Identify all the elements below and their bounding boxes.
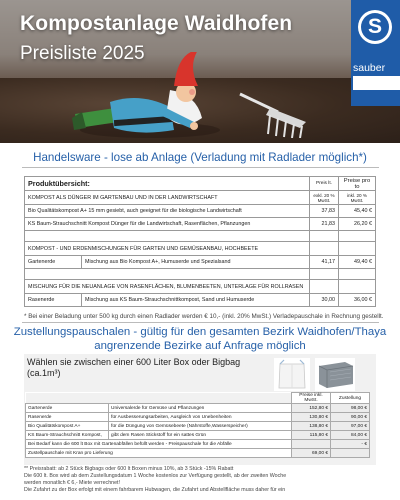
cell-price: 115,80 € [292, 431, 331, 440]
spacer-row [25, 269, 376, 280]
cell-product: KS Baum-Strauchschnitt Kompost, [26, 431, 109, 440]
column-header-price-incl: Preise inkl. MwSt. [292, 393, 331, 404]
column-header-unit: Preis lt. [310, 177, 339, 191]
table-row [26, 440, 370, 449]
page-subtitle: Preisliste 2025 [20, 43, 145, 64]
box-600l-image [315, 358, 355, 391]
column-header-price: Preise pro to [339, 177, 376, 191]
table-row [25, 294, 376, 307]
column-header-delivery: Zustellung [331, 393, 370, 404]
cell-description [25, 269, 310, 280]
cell-product: Bei Bedarf kann die 600 lt Box mit Gartenabfällen befüllt werden - Preispauschale für die Abfälle [26, 440, 292, 449]
category-row [25, 242, 376, 256]
cell-price: 69,00 € [292, 449, 331, 458]
table-header-row [25, 177, 376, 191]
intro-line1: Wählen sie zwischen einer 600 Liter Box oder Bigbag [27, 357, 241, 367]
table-row [25, 218, 376, 231]
footer-line4: Die Zufahrt zu der Box erfolgt mit einem fahrbarem Hubwagen, die Zufahrt und Abstellfläche muss daher für ein [24, 487, 286, 493]
table-row [26, 422, 370, 431]
page-title: Kompostanlage Waidhofen [20, 12, 293, 35]
logo-line2: +stark [353, 76, 400, 90]
product-table [24, 176, 376, 307]
hand-rake-image [230, 88, 310, 138]
cell-price-incl: inkl. 20 % MwSt. [339, 191, 376, 205]
cell-delivery: 90,00 € [331, 413, 370, 422]
table-row [25, 256, 376, 269]
section2-title [0, 325, 400, 353]
cell-price-incl: 49,40 € [339, 256, 376, 269]
section2-title-line2: angrenzende Bezirke auf Anfrage möglich [94, 340, 306, 352]
cell-price-incl: 36,00 € [339, 294, 376, 307]
cell-price-excl: 41,17 [310, 256, 339, 269]
loading-note: * Bei einer Beladung unter 500 kg durch einen Radlader werden € 10,- (inkl. 20% MwSt.) Verladepauschale in Rechnung gestellt. [24, 313, 384, 320]
cell-description: gibt dem Rasen Stickstoff für ein sattes Grün [109, 431, 292, 440]
table-row [26, 404, 370, 413]
table-row [26, 431, 370, 440]
s-circle-icon: S [358, 10, 392, 44]
cell-description [25, 231, 310, 242]
cell-price-excl [310, 269, 339, 280]
cell-description: für die Düngung von Gemüsebeete (Nährstoffe,Wasserspeicher) [109, 422, 292, 431]
cell-price-excl: 21,83 [310, 218, 339, 231]
delivery-box [24, 354, 376, 465]
cell-price-excl: exkl. 20 % MwSt. [310, 191, 339, 205]
section2-title-line1: Zustellungspauschalen - gültig für den gesamten Bezirk Waidhofen/Thaya [13, 326, 387, 338]
cell-product: Rasenerde [26, 413, 109, 422]
sauber-stark-logo [351, 0, 400, 106]
cell-price-excl: 30,00 [310, 294, 339, 307]
table-row [25, 205, 376, 218]
footer-notes [24, 466, 378, 494]
spacer-row [25, 231, 376, 242]
category-row [25, 280, 376, 294]
divider [22, 167, 379, 168]
cell-description: Universalerde für Gemüse und Pflanzungen [109, 404, 292, 413]
cell-description: KOMPOST ALS DÜNGER IM GARTENBAU UND IN DER LANDWIRTSCHAFT [25, 191, 310, 205]
cell-price [292, 440, 331, 449]
table-row [26, 449, 370, 458]
cell-description: MISCHUNG FÜR DIE NEUANLAGE VON RASENFLÄCHEN, BLUMENBEETEN, UNTERLAGE FÜR ROLLRASEN [25, 280, 310, 294]
cell-price-incl [339, 231, 376, 242]
cell-price-excl [310, 242, 339, 256]
intro-line2: (ca.1m³) [27, 367, 61, 378]
cell-product: Bio Qualitätskompost A+ 15 mm gesiebt, auch geeignet für die biologische Landwirtschaft [25, 205, 310, 218]
cell-delivery: 98,00 € [331, 404, 370, 413]
divider [22, 322, 379, 323]
cell-product: Bio Qualitätskompost A+ [26, 422, 109, 431]
cell-product: Gartenerde [26, 404, 109, 413]
cell-price: 152,80 € [292, 404, 331, 413]
footer-line1: ** Preisrabatt: ab 2 Stück Bigbags oder 600 lt Boxen minus 10%, ab 3 Stück -15% Rabatt [24, 466, 234, 472]
cell-description: Mischung aus KS Baum-Strauchschnittkompost, Sand und Humuserde [82, 294, 310, 307]
cell-delivery [331, 449, 370, 458]
logo-line1: sauber [353, 62, 386, 74]
cell-price: 138,80 € [292, 422, 331, 431]
cell-product: KS Baum-Strauchschnitt Kompost Dünger für die Landwirtschaft, Rasenflächen, Pflanzungen [25, 218, 310, 231]
cell-price-excl [310, 231, 339, 242]
cell-delivery: - € [331, 440, 370, 449]
cell-price-incl: 45,40 € [339, 205, 376, 218]
cell-price-incl [339, 242, 376, 256]
cell-price: 130,80 € [292, 413, 331, 422]
cell-description: für Ausbesserungsarbeiten, Ausgleich von Unebenheiten [109, 413, 292, 422]
delivery-intro [27, 357, 240, 378]
footer-line2: Die 600 lt. Box wird ab dem Zustellungsdatum 1 Woche kostenlos zur Verfügung gestellt, ab der zweiten Woche [24, 473, 287, 479]
cell-price-incl [339, 280, 376, 294]
table-heading: Produktübersicht: [25, 177, 310, 191]
cell-delivery: 84,00 € [331, 431, 370, 440]
cell-description: KOMPOST - UND ERDENMISCHUNGEN FÜR GARTEN UND GEMÜSEANBAU, HOCHBEETE [25, 242, 310, 256]
footer-line3: werden monatlich € 6,- Miete verrechnet! [24, 480, 120, 486]
cell-delivery: 97,00 € [331, 422, 370, 431]
cell-price-incl: 26,20 € [339, 218, 376, 231]
cell-product: Gartenerde [25, 256, 82, 269]
bigbag-image [274, 358, 310, 391]
cell-price-excl: 37,83 [310, 205, 339, 218]
cell-product: Zustellpauschale mit Kran pro Lieferung [26, 449, 292, 458]
category-row [25, 191, 376, 205]
cell-price-excl [310, 280, 339, 294]
cell-description: Mischung aus Bio Kompost A+, Humuserde und Spezialsand [82, 256, 310, 269]
hero-banner [0, 0, 400, 143]
delivery-table [25, 392, 370, 458]
section1-title: Handelsware - lose ab Anlage (Verladung mit Radlader möglich*) [33, 151, 367, 164]
garden-gnome-image [70, 52, 230, 142]
table-row [26, 413, 370, 422]
cell-price-incl [339, 269, 376, 280]
cell-product: Rasenerde [25, 294, 82, 307]
delivery-header-row [26, 393, 370, 404]
